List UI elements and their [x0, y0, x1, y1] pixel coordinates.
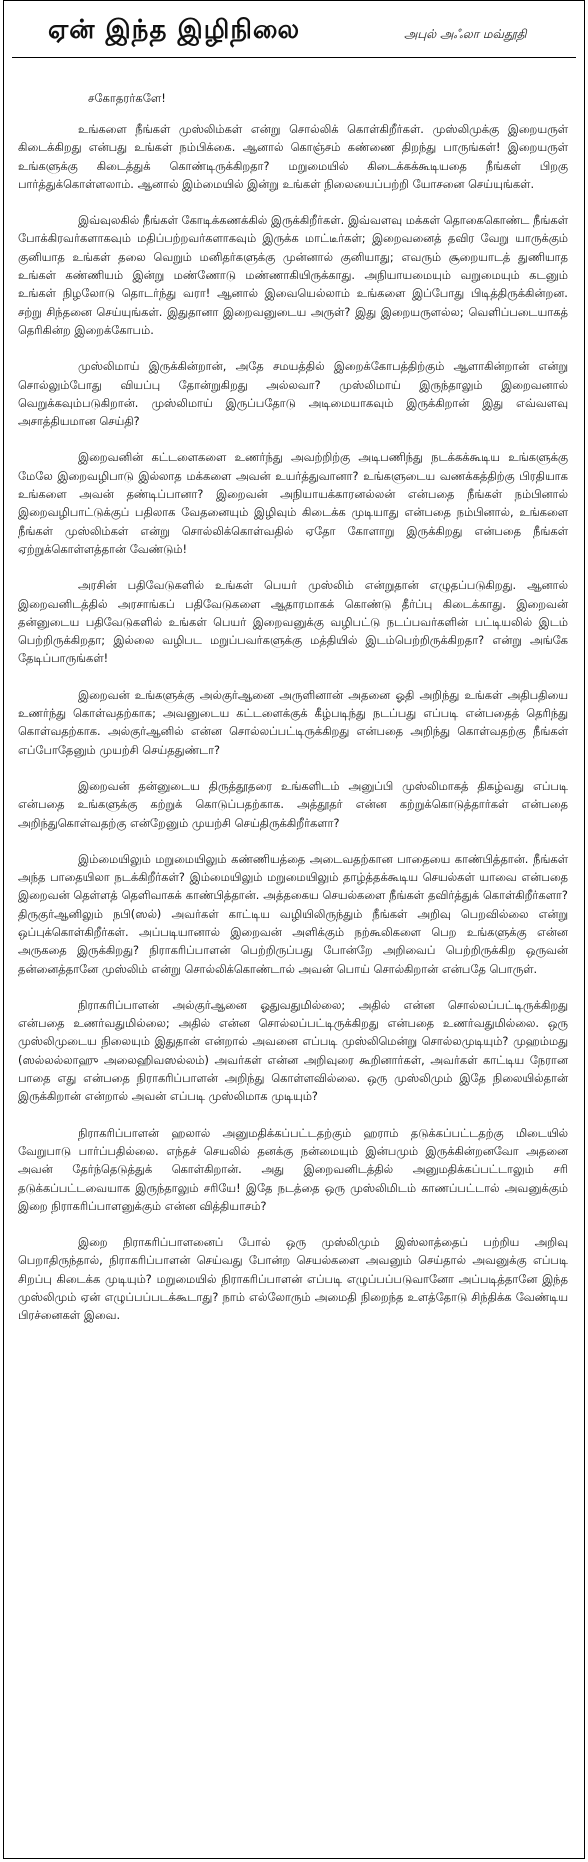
- paragraph-10: நிராகரிப்பாளன் ஹலால் அனுமதிக்கப்பட்டதற்கும் ஹராம் தடுக்கப்பட்டதற்கு மிடையில் வேறுபாடு பார்ப்பதில்லை. எந்தச் செயலில் தனக்கு நன்மையும் இன்பமும் இருக்கின்றனவோ அதனை அவன் தேர்ந்தெடுத்துக் கொள்கிறான். அது இறைவனிடத்தில் அனுமதிக்கப்பட்டாலும் சரி தடுக்கப்பட்டவையாக இருந்தாலும் சரியே! இதே நடத்தை ஒரு முஸ்லிமிடம் காணப்பட்டால் அவனுக்கும் இறை நிராகரிப்பாளனுக்கும் என்ன வித்தியாசம்?: [18, 1126, 568, 1213]
- author-name: அபுல் அஃலா மவ்தூதி: [404, 27, 527, 41]
- paragraph-9: நிராகரிப்பாளன் அல்குர்ஆனை ஓதுவதுமில்லை; அதில் என்ன சொல்லப்பட்டிருக்கிறது என்பதை உணர்வதுமில்லை; அதில் என்ன சொல்லப்பட்டிருக்கிறது என்பதை உணர்வதுமில்லை. ஒரு முஸ்லிமுடைய நிலையும் இதுதான் என்றால் அவனை எப்படி முஸ்லிமென்று சொல்லமுடியும்? முஹம்மது (ஸல்லல்லாஹு அலைஹிவஸல்லம்) அவர்கள் என்ன அறிவுரை கூறினார்கள், அவர்கள் காட்டிய நேரான பாதை எது என்பதை நிராகரிப்பாளன் அறிந்து கொள்ளவில்லை. ஒரு முஸ்லிமும் இதே நிலையில்தான் இருக்கிறான் என்றால் அவன் எப்படி முஸ்லிமாக முடியும்?: [18, 998, 568, 1104]
- page-title: ஏன் இந்த இழிநிலை: [48, 15, 301, 45]
- paragraph-2: இவ்வுலகில் நீங்கள் கோடிக்கணக்கில் இருக்கிறீர்கள். இவ்வளவு மக்கள் தொகைகொண்ட நீங்கள் போக்கிரவர்களாகவும் மதிப்பற்றவர்களாகவும் இருக்க மாட்டீர்கள்; இறைவனைத் தவிர வேறு யாருக்கும் குனியாத உங்கள் தலை வெறும் மனிதர்களுக்கு முன்னால் குனியாது; எவரும் சூறையாடத் துணியாத உங்கள் கண்ணியம் இன்று மண்ணோடு மண்ணாகியிருக்காது. அநியாயமையும் வறுமையும் கடனும் உங்கள் நிழலோடு தொடர்ந்து வரா! ஆனால் இவையெல்லாம் உங்களை இப்போது பிடித்திருக்கின்றன. சற்று சிந்தனை செய்யுங்கள். இதுதானா இறைவனுடைய அருள்? இது இறையருளல்ல; வெளிப்படையாகத் தெரிகின்ற இறைக்கோபம்.: [18, 214, 569, 337]
- document-page: [3, 0, 585, 1859]
- paragraph-3: முஸ்லிமாய் இருக்கின்றான், அதே சமயத்தில் இறைக்கோபத்திற்கும் ஆளாகின்றான் என்று சொல்லும்போது வியப்பு தோன்றுகிறது அல்லவா? முஸ்லிமாய் இருந்தாலும் இறைவனால் வெறுக்கவும்படுகிறான். முஸ்லிமாய் இருப்பதோடு அடிமையாகவும் இருக்கிறான் இது எவ்வளவு அசாத்தியமான செய்தி?: [18, 360, 568, 429]
- paragraph-6: இறைவன் உங்களுக்கு அல்குர்ஆனை அருளினான் அதனை ஓதி அறிந்து உங்கள் அதிபதியை உணர்ந்து கொள்வதற்காக; அவனுடைய கட்டளைக்குக் கீழ்படிந்து நடப்பது எப்படி என்பதைத் தெரிந்து கொள்வதற்காக. அல்குர்ஆனில் என்ன சொல்லப்பட்டிருக்கிறது என்பதை அறிந்து கொள்வதற்கு நீங்கள் எப்போதேனும் முயற்சி செய்ததுண்டா?: [18, 688, 568, 757]
- paragraph-4: இறைவனின் கட்டளைகளை உணர்ந்து அவற்றிற்கு அடிபணிந்து நடக்கக்கூடிய உங்களுக்கு மேலே இறைவழிபாடு இல்லாத மக்களை அவன் உயர்த்துவானா? உங்களுடைய வணக்கத்திற்கு பிரதியாக உங்களை அவன் தண்டிப்பானா? இறைவன் அநியாயக்காரனல்லன் என்பதை நீங்கள் நம்பினால் இறைவழிபாட்டுக்குப் பதிலாக வேதனையும் இழிவும் கிடைக்க முடியாது என்பதை நம்பினால், உங்களை நீங்கள் முஸ்லிம்கள் என்று சொல்லிக்கொள்வதில் ஏதோ கோளாறு இருக்கிறது என்பதை நீங்கள் ஏற்றுக்கொள்ளத்தான் வேண்டும்!: [18, 451, 568, 556]
- paragraph-7: இறைவன் தன்னுடைய திருத்தூதரை உங்களிடம் அனுப்பி முஸ்லிமாகத் திகழ்வது எப்படி என்பதை உங்களுக்கு கற்றுக் கொடுப்பதற்காக. அத்தூதர் என்ன கற்றுக்கொடுத்தார்கள் என்பதை அறிந்துகொள்வதற்கு என்றேனும் முயற்சி செய்திருக்கிறீர்களா?: [18, 779, 568, 830]
- paragraph-1: உங்களை நீங்கள் முஸ்லிம்கள் என்று சொல்லிக் கொள்கிறீர்கள். முஸ்லிமுக்கு இறையருள் கிடைக்கிறது என்பது உங்கள் நம்பிக்கை. ஆனால் கொஞ்சம் கண்ணை திறந்து பாருங்கள்! இறையருள் உங்களுக்கு கிடைத்துக் கொண்டிருக்கிறதா? மறுமையில் கிடைக்கக்கூடியதை நீங்கள் பிறகு பார்த்துக்கொள்ளலாம். ஆனால் இம்மையில் இன்று உங்கள் நிலையைப்பற்றி யோசனை செய்யுங்கள்.: [18, 123, 569, 191]
- paragraph-11: இறை நிராகரிப்பாளனைப் போல் ஒரு முஸ்லிமும் இஸ்லாத்தைப் பற்றிய அறிவு பெறாதிருந்தால், நிராகரிப்பாளன் செய்வது போன்ற செயல்களை அவனும் செய்தால் அவனுக்கு எப்படி சிறப்பு கிடைக்க முடியும்? மறுமையில் நிராகரிப்பாளன் எப்படி எழுப்பப்படுவானோ அப்படித்தானே இந்த முஸ்லிமும் ஏன் எழுப்பப்படக்கூடாது? நாம் எல்லோரும் அமைதி நிறைந்த உளத்தோடு சிந்திக்க வேண்டிய பிரச்னைகள் இவை.: [18, 1236, 568, 1323]
- article-body: [18, 89, 568, 1344]
- greeting: சகோதரர்களே!: [88, 91, 166, 105]
- title-bar: [12, 9, 576, 58]
- paragraph-5: அரசின் பதிவேடுகளில் உங்கள் பெயர் முஸ்லிம் என்றுதான் எழுதப்படுகிறது. ஆனால் இறைவனிடத்தில் அரசாங்கப் பதிவேடுகளை ஆதாரமாகக் கொண்டு தீர்ப்பு கிடைக்காது. இறைவன் தன்னுடைய பதிவேடுகளில் உங்கள் பெயர் இறைவனுக்கு வழிபட்டு நடப்பவர்களின் பட்டியலில் இடம் பெற்றிருக்கிறதா; இல்லை வழிபட மறுப்பவர்களுக்கு மத்தியில் இடம்பெற்றிருக்கிறதா? என்று அங்கே தேடிப்பாருங்கள்!: [18, 579, 568, 666]
- paragraph-8: இம்மையிலும் மறுமையிலும் கண்ணியத்தை அடைவதற்கான பாதையை காண்பித்தான். நீங்கள் அந்த பாதையிலா நடக்கிறீர்கள்? இம்மையிலும் மறுமையிலும் தாழ்த்தக்கூடிய செயல்கள் யாவை என்பதை இறைவன் தெள்ளத் தெளிவாகக் காண்பித்தான். அத்தகைய செயல்களை நீங்கள் தவிர்த்துக் கொள்கிறீர்களா? திருகுர்ஆனிலும் நபி(ஸல்) அவர்கள் காட்டிய வழியிலிருந்தும் நீங்கள் அறிவு பெறவில்லை என்று ஒப்புக்கொள்கிறீர்கள். அப்படியானால் இறைவன் அளிக்கும் நற்கூலிகளை பெற உங்களுக்கு என்ன அருகதை இருக்கிறது? நிராகரிப்பாளன் பெற்றிருப்பது போன்றே அறிவைப் பெற்றிருக்கிற ஒருவன் தன்னைத்தானே முஸ்லிம் என்று சொல்லிக்கொண்டால் அவன் பொய் சொல்கிறான் என்பதே பொருள்.: [18, 852, 568, 976]
